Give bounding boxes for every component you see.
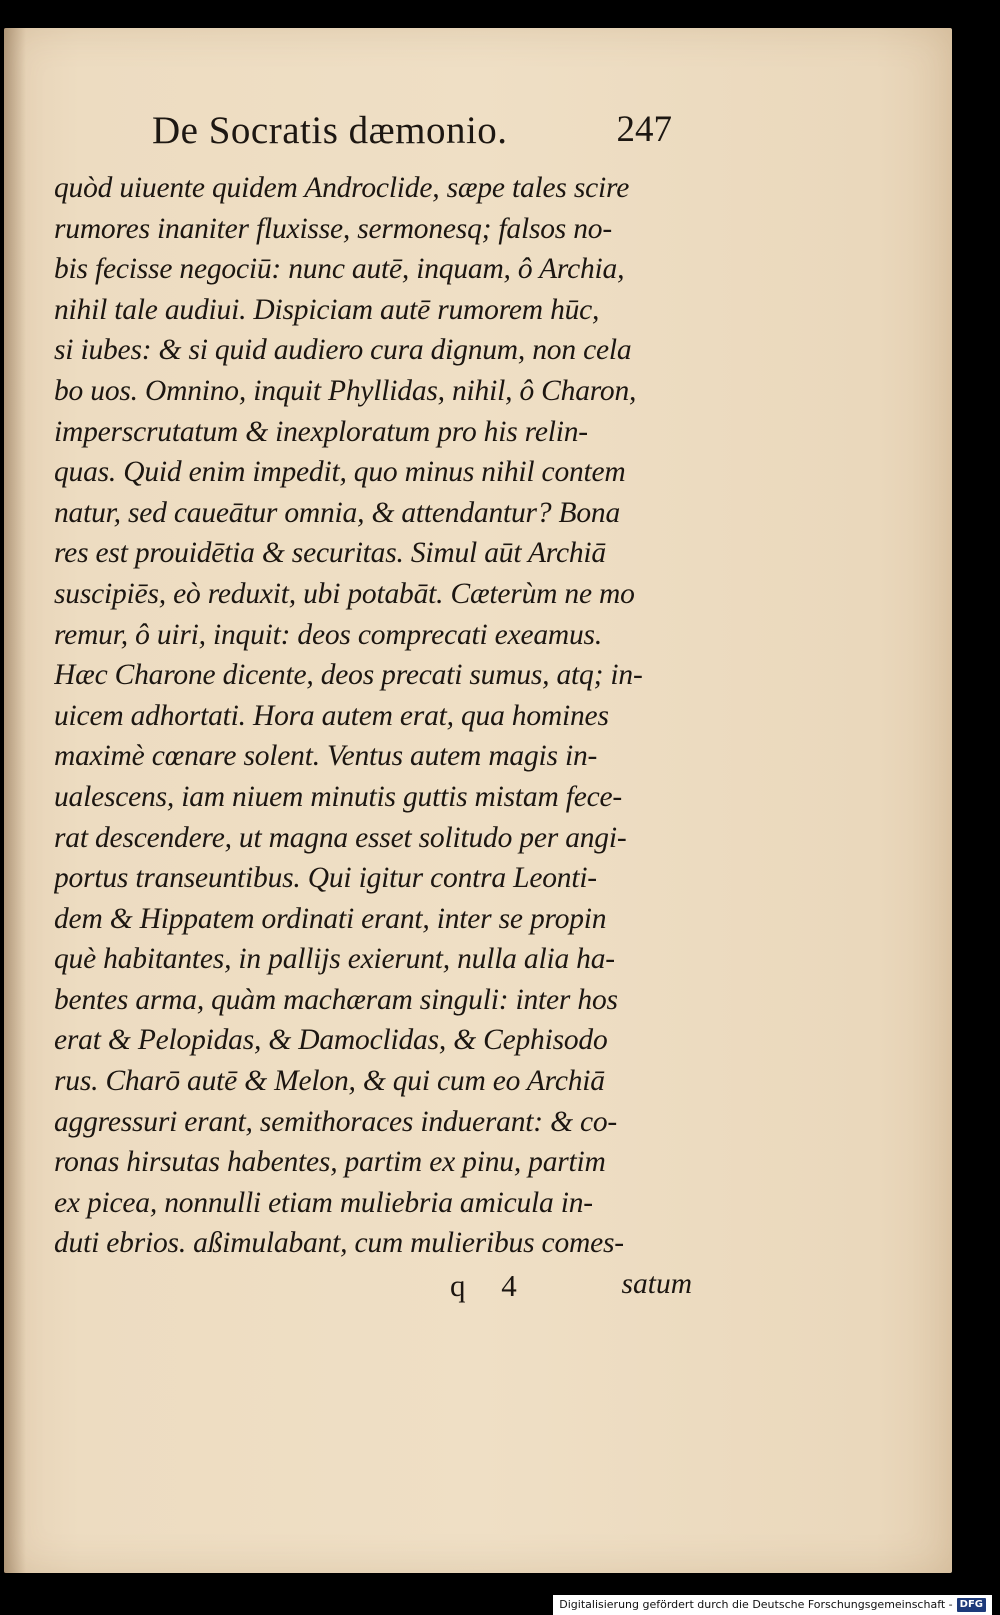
page-number: 247 — [616, 109, 672, 150]
page-footer — [414, 1268, 714, 1312]
text-line: ronas hirsutas habentes, partim ex pinu, partim — [54, 1146, 606, 1179]
credit-text: Digitalisierung gefördert durch die Deutsche Forschungsgemeinschaft - — [559, 1598, 953, 1611]
text-line: imperscrutatum & inexploratum pro his relin- — [54, 415, 588, 448]
text-line: remur, ô uiri, inquit: deos comprecati exeamus. — [54, 618, 603, 651]
text-line: res est prouidētia & securitas. Simul aūt Archiā — [54, 537, 606, 570]
dfg-logo: DFG — [957, 1598, 986, 1612]
text-line: maximè cœnare solent. Ventus autem magis in- — [54, 740, 598, 773]
text-line: portus transeuntibus. Qui igitur contra Leonti- — [54, 862, 597, 895]
digitization-credit — [553, 1595, 992, 1615]
text-line: nihil tale audiui. Dispiciam autē rumorem hūc, — [54, 293, 600, 326]
text-line: rat descendere, ut magna esset solitudo per angi- — [54, 821, 627, 854]
text-line: rus. Charō autē & Melon, & qui cum eo Archiā — [54, 1065, 605, 1098]
text-line: ex picea, nonnulli etiam muliebria amicula in- — [54, 1186, 593, 1219]
catchword: satum — [621, 1268, 692, 1300]
text-line: aggressuri erant, semithoraces induerant: & co- — [54, 1105, 618, 1138]
text-line: Hæc Charone dicente, deos precati sumus, atq; in- — [54, 659, 643, 692]
text-line: bo uos. Omnino, inquit Phyllidas, nihil, ô Charon, — [54, 374, 637, 407]
text-line: bis fecisse negociū: nunc autē, inquam, ô Archia, — [54, 253, 625, 286]
book-page — [4, 28, 952, 1573]
text-line: bentes arma, quàm machæram singuli: inter hos — [54, 983, 618, 1016]
text-line: ualescens, iam niuem minutis guttis mistam fece- — [54, 780, 623, 813]
text-line: quas. Quid enim impedit, quo minus nihil contem — [54, 456, 626, 489]
text-line: si iubes: & si quid audiero cura dignum, non cela — [54, 334, 632, 367]
text-line: duti ebrios. aßimulabant, cum mulieribus comes- — [54, 1227, 624, 1260]
signature-mark: q 4 — [450, 1268, 531, 1303]
text-line: suscipiēs, eò reduxit, ubi potabāt. Cæterùm ne mo — [54, 577, 635, 610]
text-line: natur, sed caueātur omnia, & attendantur? Bona — [54, 496, 621, 529]
text-line: quòd uiuente quidem Androclide, sæpe tales scire — [54, 172, 630, 204]
text-line: uicem adhortati. Hora autem erat, qua homines — [54, 699, 609, 732]
text-line: rumores inaniter fluxisse, sermonesq; falsos no- — [54, 212, 612, 245]
running-title: De Socratis dæmonio. — [152, 109, 508, 152]
text-line: erat & Pelopidas, & Damoclidas, & Cephisodo — [54, 1024, 608, 1057]
page-gutter-shadow — [4, 28, 26, 1573]
body-text — [54, 168, 694, 1264]
text-line: dem & Hippatem ordinati erant, inter se propin — [54, 902, 607, 935]
page-header — [144, 104, 684, 164]
text-line: què habitantes, in pallijs exierunt, nulla alia ha- — [54, 943, 615, 976]
